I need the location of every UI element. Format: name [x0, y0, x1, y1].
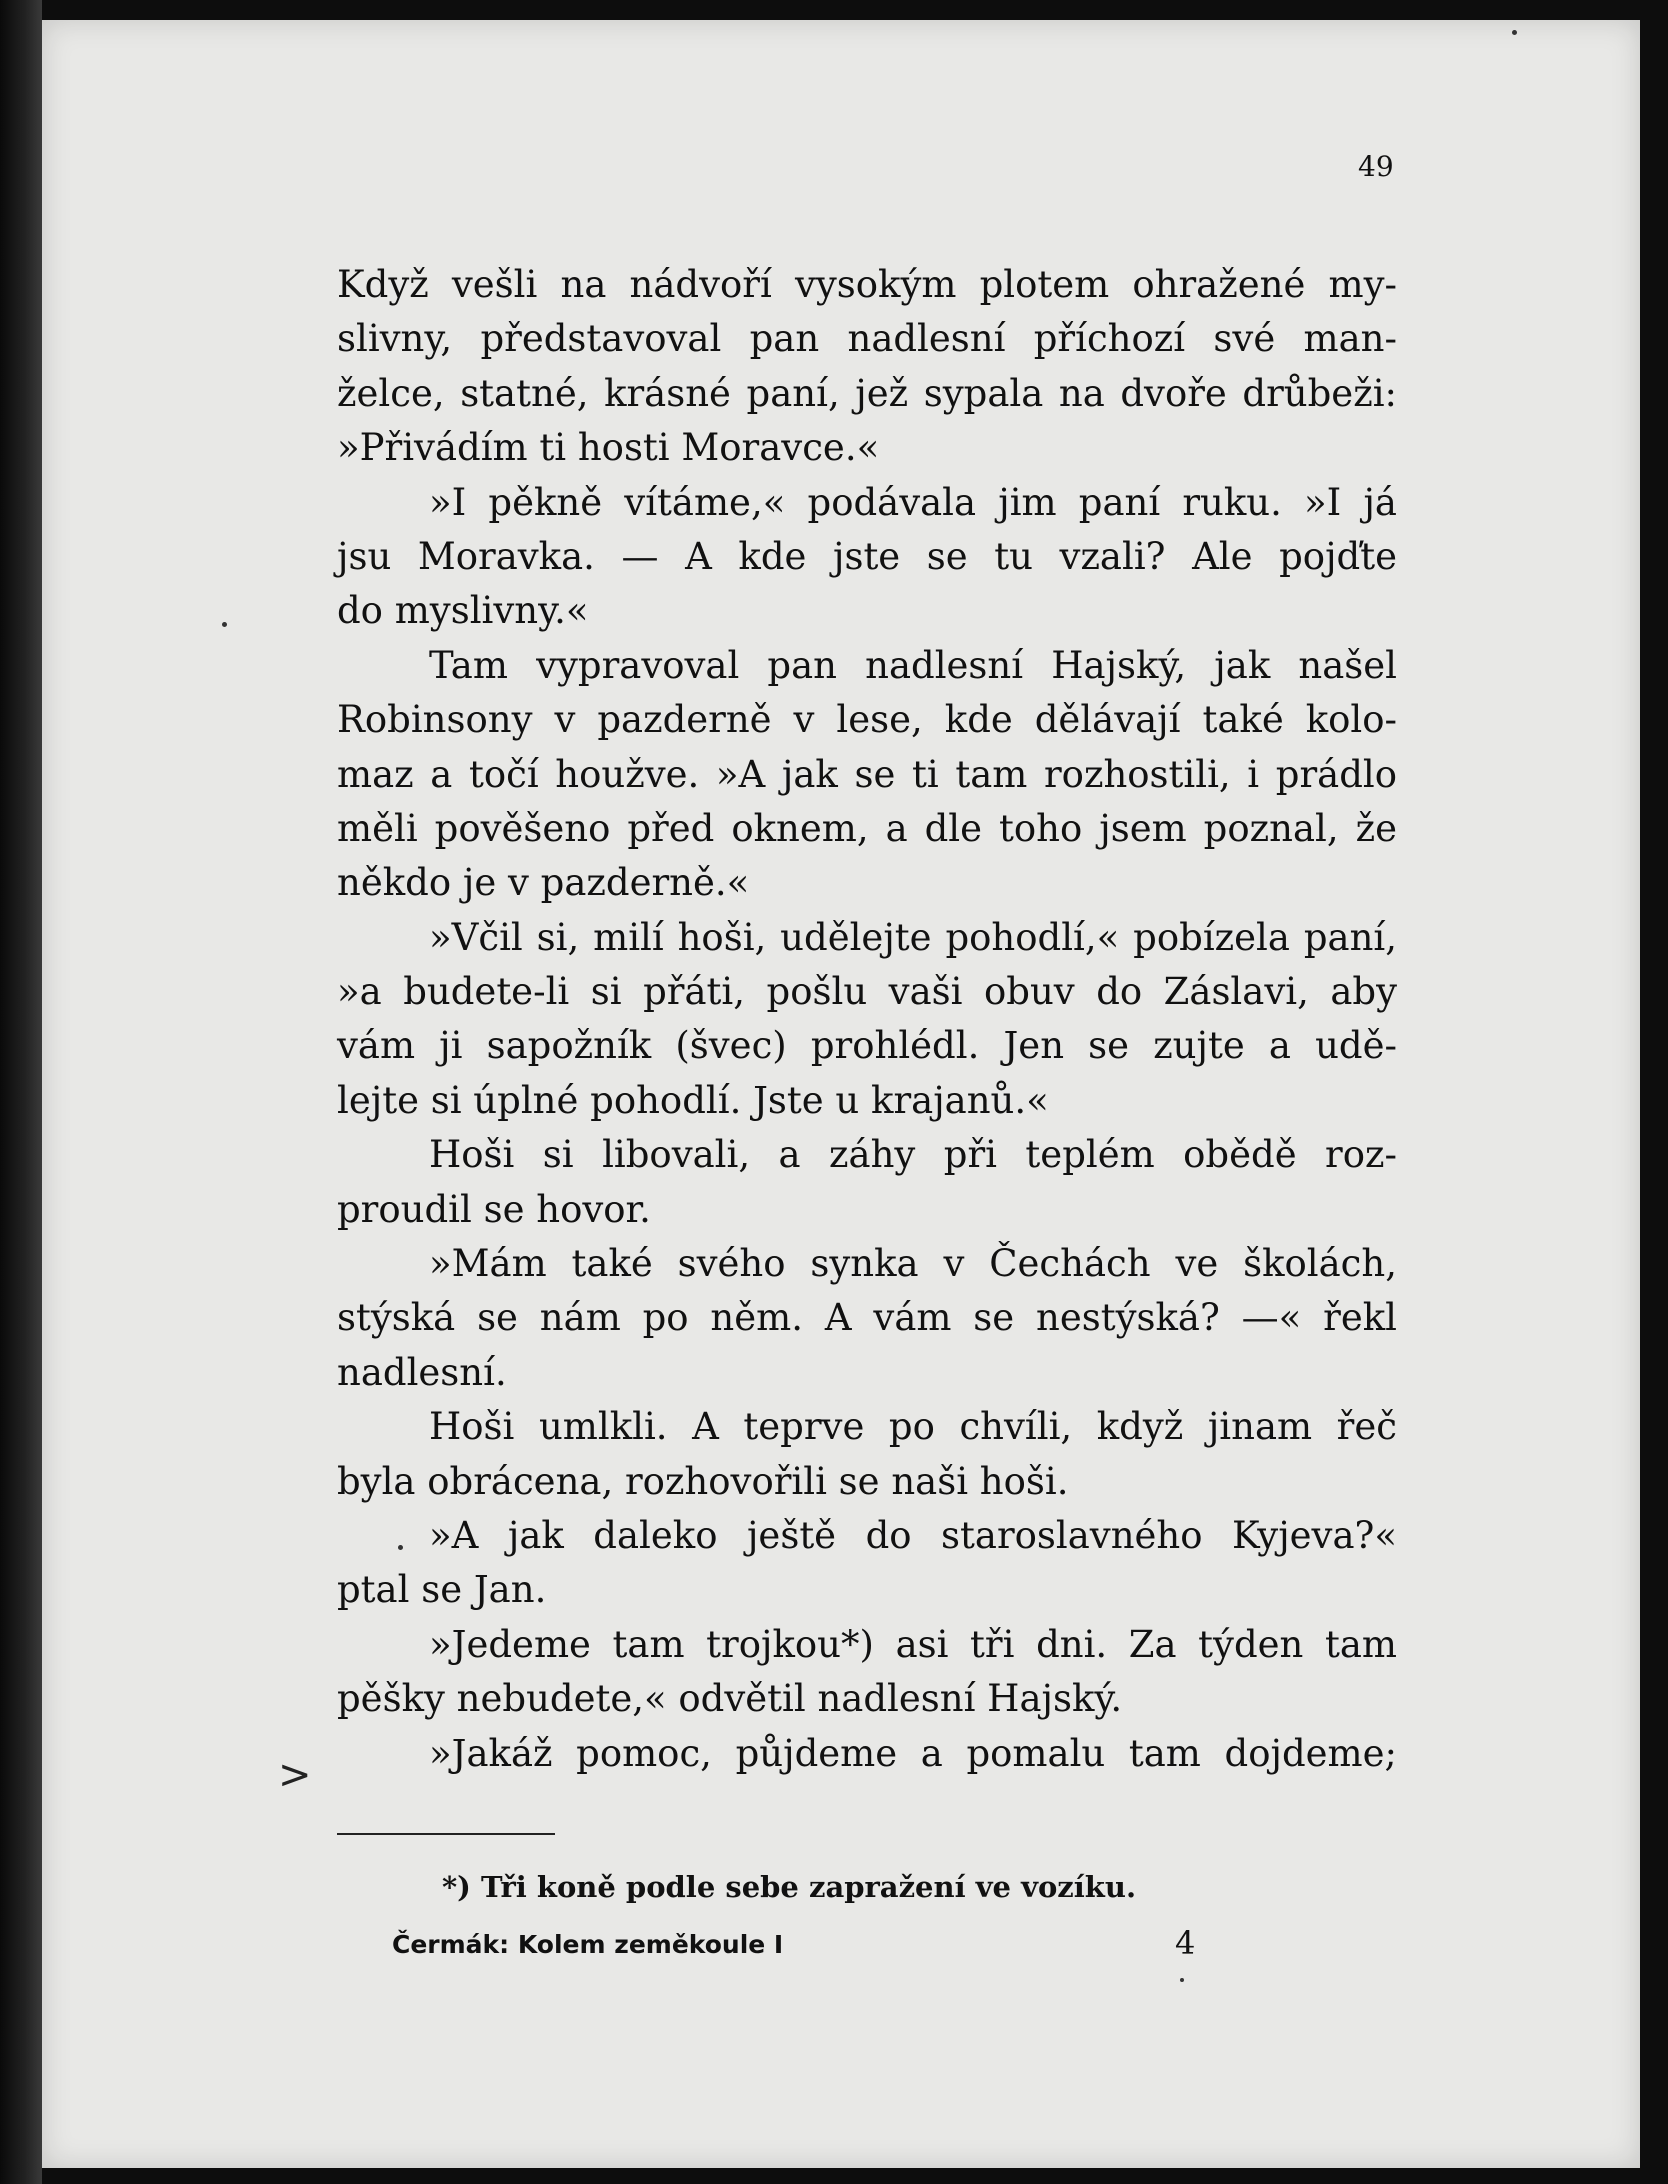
text-line: »A jak daleko ještě do staroslavného Kyjeva?« — [429, 1513, 1397, 1557]
text-line: »Mám také svého synka v Čechách ve školách, — [429, 1242, 1397, 1286]
text-line: Když vešli na nádvoří vysokým plotem ohražené my- — [337, 263, 1397, 306]
text-line: »I pěkně vítáme,« podávala jim paní ruku. »I já — [429, 480, 1397, 524]
speck — [1512, 30, 1517, 35]
text-line: slivny, představoval pan nadlesní příchozí své man- — [337, 317, 1397, 361]
text-line: byla obrácena, rozhovořili se naši hoši. — [337, 1459, 1069, 1503]
text-line: do myslivny.« — [337, 589, 589, 633]
text-line: Hoši si libovali, a záhy při teplém obědě roz- — [429, 1133, 1397, 1177]
margin-mark: > — [278, 1752, 312, 1798]
printer-signature: Čermák: Kolem zeměkoule I — [392, 1930, 784, 1959]
text-line: Robinsony v pazderně v lese, kde dělávají také kolo- — [337, 698, 1397, 742]
text-line: nadlesní. — [337, 1350, 507, 1394]
text-line: ptal se Jan. — [337, 1568, 547, 1612]
text-line: stýská se nám po něm. A vám se nestýská? —« řekl — [337, 1296, 1397, 1340]
text-line: Tam vypravoval pan nadlesní Hajský, jak našel — [429, 643, 1397, 687]
speck — [1180, 1978, 1184, 1982]
text-line: »Přivádím ti hosti Moravce.« — [337, 426, 880, 470]
text-line: proudil se hovor. — [337, 1187, 651, 1231]
footnote-rule — [337, 1833, 555, 1835]
speck — [398, 1545, 403, 1550]
text-line: někdo je v pazderně.« — [337, 861, 750, 905]
body-text — [337, 258, 1397, 1781]
speck — [222, 622, 227, 627]
text-line: Hoši umlkli. A teprve po chvíli, když jinam řeč — [429, 1405, 1397, 1449]
text-line: »a budete-li si přáti, pošlu vaši obuv do Záslavi, aby — [337, 970, 1397, 1014]
page-number: 49 — [1358, 150, 1394, 183]
text-line: »Jakáž pomoc, půjdeme a pomalu tam dojdeme; — [429, 1731, 1397, 1775]
scan-edge — [0, 0, 42, 2184]
text-line: jsu Moravka. — A kde jste se tu vzali? Ale pojďte — [337, 534, 1397, 578]
text-line: vám ji sapožník (švec) prohlédl. Jen se zujte a udě- — [337, 1024, 1397, 1068]
text-line: »Jedeme tam trojkou*) asi tři dni. Za týden tam — [429, 1622, 1397, 1666]
text-line: lejte si úplné pohodlí. Jste u krajanů.« — [337, 1078, 1049, 1122]
text-line: želce, statné, krásné paní, jež sypala na dvoře drůbeži: — [337, 371, 1397, 415]
text-line: maz a točí houžve. »A jak se ti tam rozhostili, i prádlo — [337, 752, 1397, 796]
text-line: měli pověšeno před oknem, a dle toho jsem poznal, že — [337, 806, 1397, 850]
footnote: *) Tři koně podle sebe zapražení ve vozíku. — [442, 1870, 1137, 1904]
text-line: »Včil si, milí hoši, udělejte pohodlí,« pobízela paní, — [429, 915, 1397, 959]
text-line: pěšky nebudete,« odvětil nadlesní Hajský. — [337, 1677, 1123, 1721]
sheet-number: 4 — [1175, 1924, 1196, 1962]
